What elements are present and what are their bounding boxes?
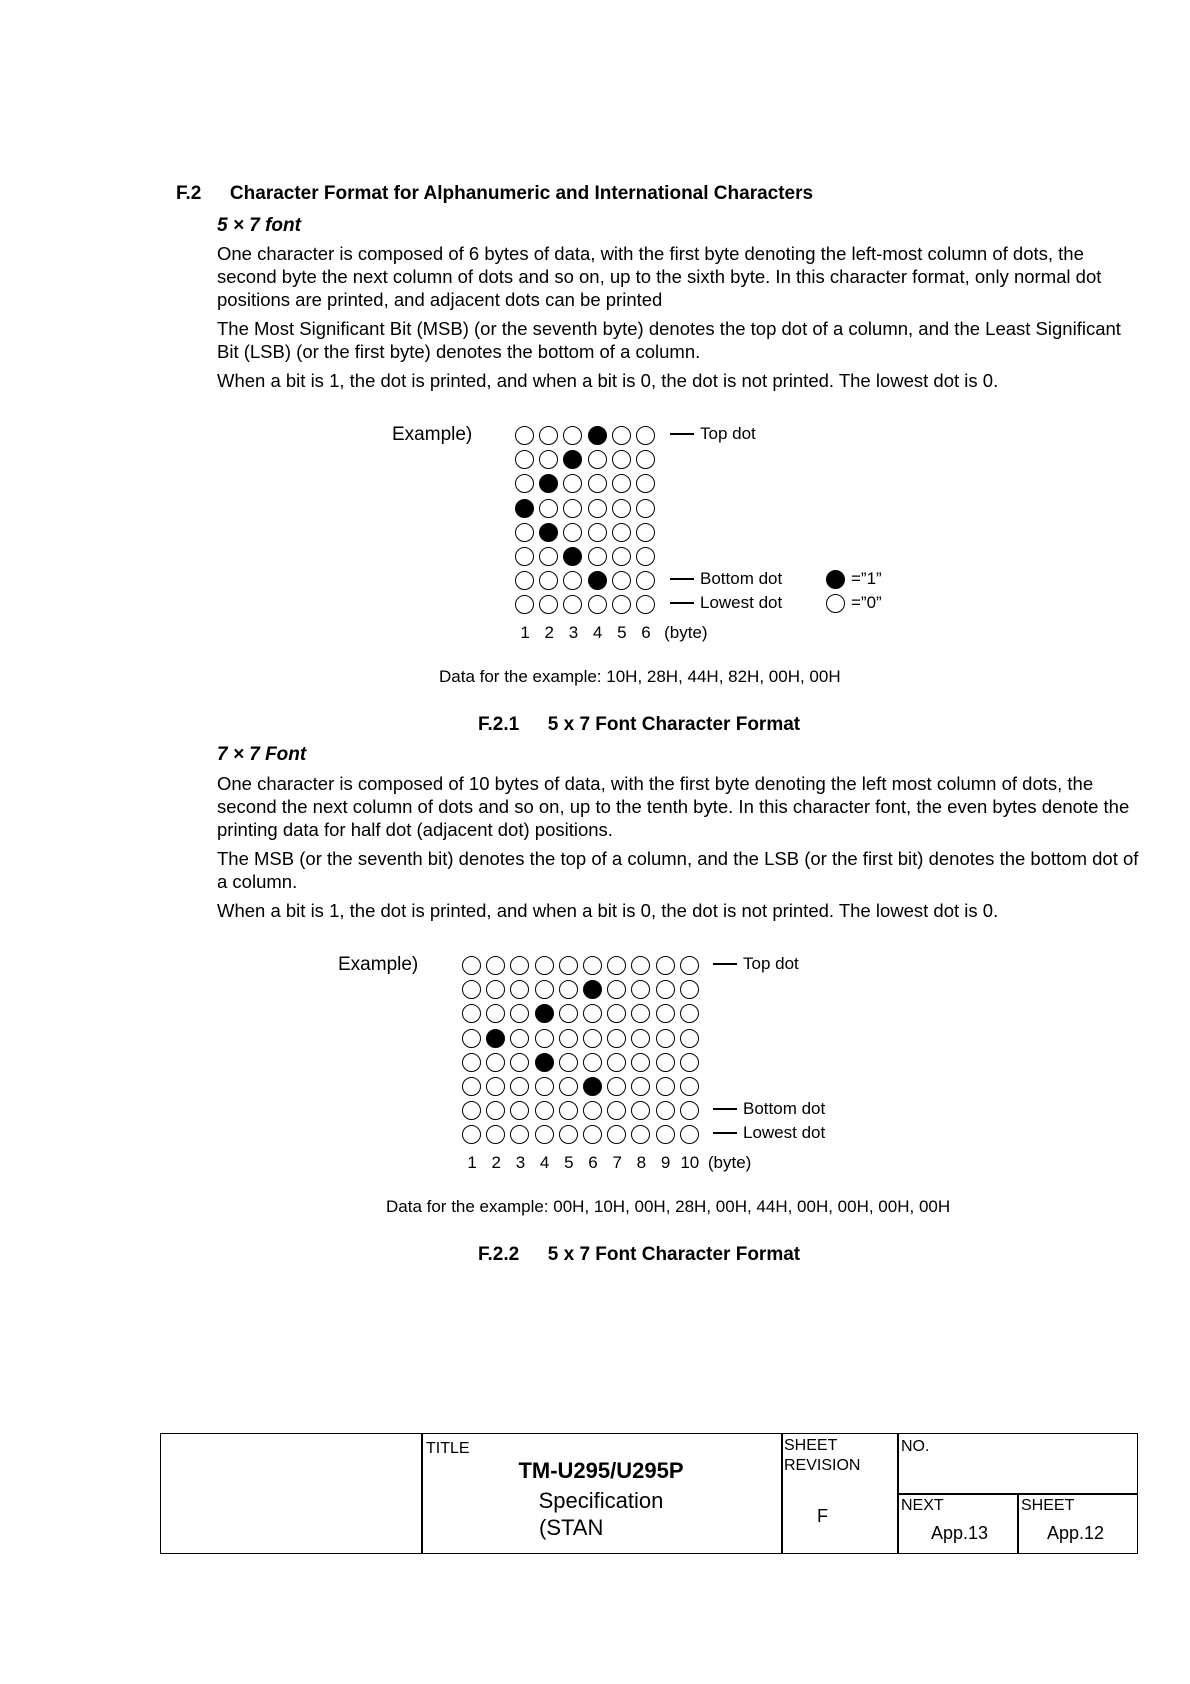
empty-dot [486,1101,505,1120]
empty-dot [636,547,655,566]
empty-dot [607,1077,626,1096]
empty-dot [462,980,481,999]
empty-dot [612,595,631,614]
section-heading [176,183,813,205]
font5x7-caption [478,714,800,736]
empty-dot [680,1029,699,1048]
empty-dot [631,1053,650,1072]
empty-dot [588,595,607,614]
font7x7-top-marker [713,954,799,974]
font5x7-paragraph-1: One character is composed of 6 bytes of data, with the first byte denoting the left-most column of dots, the second byte the next column of dots and so on, up to the sixth byte. In this character format, only normal dot positions are printed, and adjacent dots can be printed [217,243,1102,310]
empty-dot [462,1125,481,1144]
empty-dot [539,595,558,614]
empty-dot [539,571,558,590]
empty-dot [636,571,655,590]
byte-unit: (byte) [707,1153,752,1172]
empty-dot [680,1077,699,1096]
empty-dot [510,1125,529,1144]
font7x7-paragraph-1: One character is composed of 10 bytes of data, with the first byte denoting the left most column of dots, the second the next column of dots and so on, up to the tenth byte. In this character font, the even bytes denote the printing data for half dot (adjacent dot) positions. [217,773,1130,840]
empty-dot [680,1125,699,1144]
byte-number: 8 [636,1153,647,1172]
empty-dot [486,980,505,999]
empty-dot [656,980,675,999]
filled-dot [535,1053,554,1072]
empty-dot [607,980,626,999]
font7x7-description [217,772,1142,928]
revision-label: REVISION [784,1457,861,1474]
font7x7-bottom-marker [713,1099,825,1119]
empty-dot-icon [826,594,845,613]
empty-dot [515,571,534,590]
empty-dot [535,1029,554,1048]
empty-dot [583,1053,602,1072]
empty-dot [515,474,534,493]
filled-dot [515,499,534,518]
product-name: TM-U295/U295P [518,1458,684,1483]
bottom-dot-label: Bottom dot [743,1099,826,1118]
byte-number: 7 [612,1153,622,1172]
leader-line [670,433,694,435]
empty-dot [636,595,655,614]
font7x7-paragraph-2: The MSB (or the seventh bit) denotes the top of a column, and the LSB (or the first bit) denotes the bottom dot of a column. [217,848,1139,892]
filled-dot [563,450,582,469]
empty-dot [607,1004,626,1023]
filled-dot [539,474,558,493]
top-dot-label: Top dot [700,424,756,443]
empty-dot [535,1101,554,1120]
font5x7-dot-grid [513,424,658,618]
empty-dot [607,1101,626,1120]
byte-number: 2 [491,1153,502,1172]
empty-dot [486,1077,505,1096]
filled-dot [583,1077,602,1096]
filled-dot [486,1029,505,1048]
byte-number: 4 [592,623,603,642]
empty-dot [656,1029,675,1048]
filled-dot [583,980,602,999]
empty-dot [583,1004,602,1023]
empty-dot [462,956,481,975]
empty-dot [680,1004,699,1023]
empty-dot [559,1125,578,1144]
empty-dot [631,980,650,999]
byte-number: 2 [544,623,555,642]
empty-dot [559,1029,578,1048]
font5x7-paragraph-2: The Most Significant Bit (MSB) (or the seventh byte) denotes the top dot of a column, and the Least Significant Bit (LSB) (or the first byte) denotes the bottom of a column. [217,318,1121,362]
empty-dot [486,1004,505,1023]
empty-dot [631,956,650,975]
empty-dot [631,1029,650,1048]
empty-dot [583,1125,602,1144]
next-value: App.13 [931,1523,989,1543]
empty-dot [515,595,534,614]
empty-dot [539,499,558,518]
document-subtitle: (STAN [539,1515,604,1540]
empty-dot [563,571,582,590]
empty-dot [462,1029,481,1048]
empty-dot [636,450,655,469]
empty-dot [515,547,534,566]
empty-dot [631,1125,650,1144]
empty-dot [539,426,558,445]
empty-dot [588,450,607,469]
empty-dot [535,956,554,975]
byte-number: 3 [515,1153,526,1172]
filled-dot [535,1004,554,1023]
leader-line [670,578,694,580]
empty-dot [607,1125,626,1144]
empty-dot [462,1077,481,1096]
empty-dot [636,499,655,518]
empty-dot [680,956,699,975]
font5x7-bottom-marker [670,569,782,589]
empty-dot [486,1125,505,1144]
next-label: NEXT [901,1497,944,1514]
empty-dot [462,1101,481,1120]
empty-dot [656,1077,675,1096]
empty-dot [559,1053,578,1072]
empty-dot [510,1053,529,1072]
revision-value: F [817,1506,828,1526]
font7x7-heading: 7 × 7 Font [217,744,307,765]
empty-dot [539,450,558,469]
empty-dot [515,523,534,542]
empty-dot [656,956,675,975]
font7x7-paragraph-3: When a bit is 1, the dot is printed, and when a bit is 0, the dot is not printed. The lowest dot is 0. [217,900,999,921]
caption-title: 5 x 7 Font Character Format [547,1244,801,1265]
empty-dot [563,523,582,542]
empty-dot [636,523,655,542]
font7x7-dot-grid [460,954,702,1148]
empty-dot [559,1077,578,1096]
sheet-label: SHEET [784,1437,838,1454]
empty-dot [535,1125,554,1144]
caption-title: 5 x 7 Font Character Format [547,714,801,735]
caption-number: F.2.1 [478,714,520,735]
empty-dot [486,1053,505,1072]
filled-dot [539,523,558,542]
empty-dot [680,1053,699,1072]
empty-dot [486,956,505,975]
byte-number: 5 [564,1153,574,1172]
lowest-dot-label: Lowest dot [743,1123,826,1142]
empty-dot [588,547,607,566]
empty-dot [612,571,631,590]
font5x7-paragraph-3: When a bit is 1, the dot is printed, and when a bit is 0, the dot is not printed. The lowest dot is 0. [217,370,999,391]
number-label: NO. [901,1438,930,1455]
empty-dot [510,980,529,999]
bottom-dot-label: Bottom dot [700,569,783,588]
byte-number: 3 [568,623,579,642]
empty-dot [656,1125,675,1144]
byte-number: 6 [641,623,651,642]
font5x7-lowest-marker [670,593,782,613]
empty-dot [656,1101,675,1120]
byte-number: 4 [539,1153,550,1172]
font5x7-top-marker [670,424,756,444]
leader-line [713,963,737,965]
empty-dot [607,1053,626,1072]
empty-dot [607,956,626,975]
empty-dot [612,450,631,469]
empty-dot [680,980,699,999]
leader-line [713,1108,737,1110]
lowest-dot-label: Lowest dot [700,593,783,612]
empty-dot [515,426,534,445]
empty-dot [631,1004,650,1023]
empty-dot [583,1029,602,1048]
byte-number: 6 [588,1153,598,1172]
font5x7-example-label: Example) [392,424,473,445]
byte-number: 5 [617,623,627,642]
empty-dot [583,1101,602,1120]
sheet-number-label: SHEET [1021,1497,1075,1514]
empty-dot [612,547,631,566]
empty-dot [656,1004,675,1023]
empty-dot [612,474,631,493]
empty-dot [539,547,558,566]
empty-dot [588,474,607,493]
empty-dot [559,1101,578,1120]
empty-dot [510,1101,529,1120]
top-dot-label: Top dot [743,954,799,973]
empty-dot [559,1004,578,1023]
font5x7-heading: 5 × 7 font [217,215,301,236]
legend-filled-label: =”1” [851,569,882,588]
empty-dot [636,426,655,445]
font5x7-data-line: Data for the example: 10H, 28H, 44H, 82H, 00H, 00H [439,667,841,686]
empty-dot [535,980,554,999]
font5x7-byte-numbers [513,623,708,643]
font7x7-example-label: Example) [338,954,419,975]
empty-dot [510,1029,529,1048]
empty-dot [563,499,582,518]
byte-number: 10 [680,1153,700,1172]
filled-dot [563,547,582,566]
empty-dot [515,450,534,469]
empty-dot [636,474,655,493]
legend-filled [826,569,882,589]
section-title: Character Format for Alphanumeric and International Characters [229,183,814,204]
byte-number: 1 [520,623,530,642]
byte-unit: (byte) [664,623,708,642]
empty-dot [559,980,578,999]
leader-line [713,1132,737,1134]
empty-dot [680,1101,699,1120]
empty-dot [462,1004,481,1023]
title-block [160,1433,1138,1554]
empty-dot [563,595,582,614]
legend-empty [826,593,882,613]
empty-dot [612,426,631,445]
empty-dot [612,523,631,542]
leader-line [670,602,694,604]
empty-dot [559,956,578,975]
empty-dot [563,426,582,445]
empty-dot [563,474,582,493]
byte-number: 9 [660,1153,671,1172]
section-number: F.2 [176,183,202,204]
empty-dot [535,1077,554,1096]
font7x7-byte-numbers [460,1153,751,1173]
empty-dot [583,956,602,975]
empty-dot [462,1053,481,1072]
empty-dot [607,1029,626,1048]
font7x7-data-line: Data for the example: 00H, 10H, 00H, 28H, 00H, 44H, 00H, 00H, 00H, 00H [386,1197,951,1216]
filled-dot [588,571,607,590]
sheet-number-value: App.12 [1047,1523,1105,1543]
empty-dot [510,1004,529,1023]
title-label: TITLE [426,1440,470,1457]
filled-dot [588,426,607,445]
empty-dot [612,499,631,518]
font7x7-caption [478,1244,800,1266]
document-type: Specification [538,1488,664,1513]
caption-number: F.2.2 [478,1244,520,1265]
empty-dot [510,1077,529,1096]
legend-empty-label: =”0” [851,593,882,612]
filled-dot-icon [826,570,845,589]
byte-number: 1 [467,1153,477,1172]
empty-dot [631,1077,650,1096]
font7x7-lowest-marker [713,1123,825,1143]
empty-dot [588,523,607,542]
empty-dot [631,1101,650,1120]
font5x7-description [217,242,1137,398]
empty-dot [656,1053,675,1072]
empty-dot [588,499,607,518]
empty-dot [510,956,529,975]
